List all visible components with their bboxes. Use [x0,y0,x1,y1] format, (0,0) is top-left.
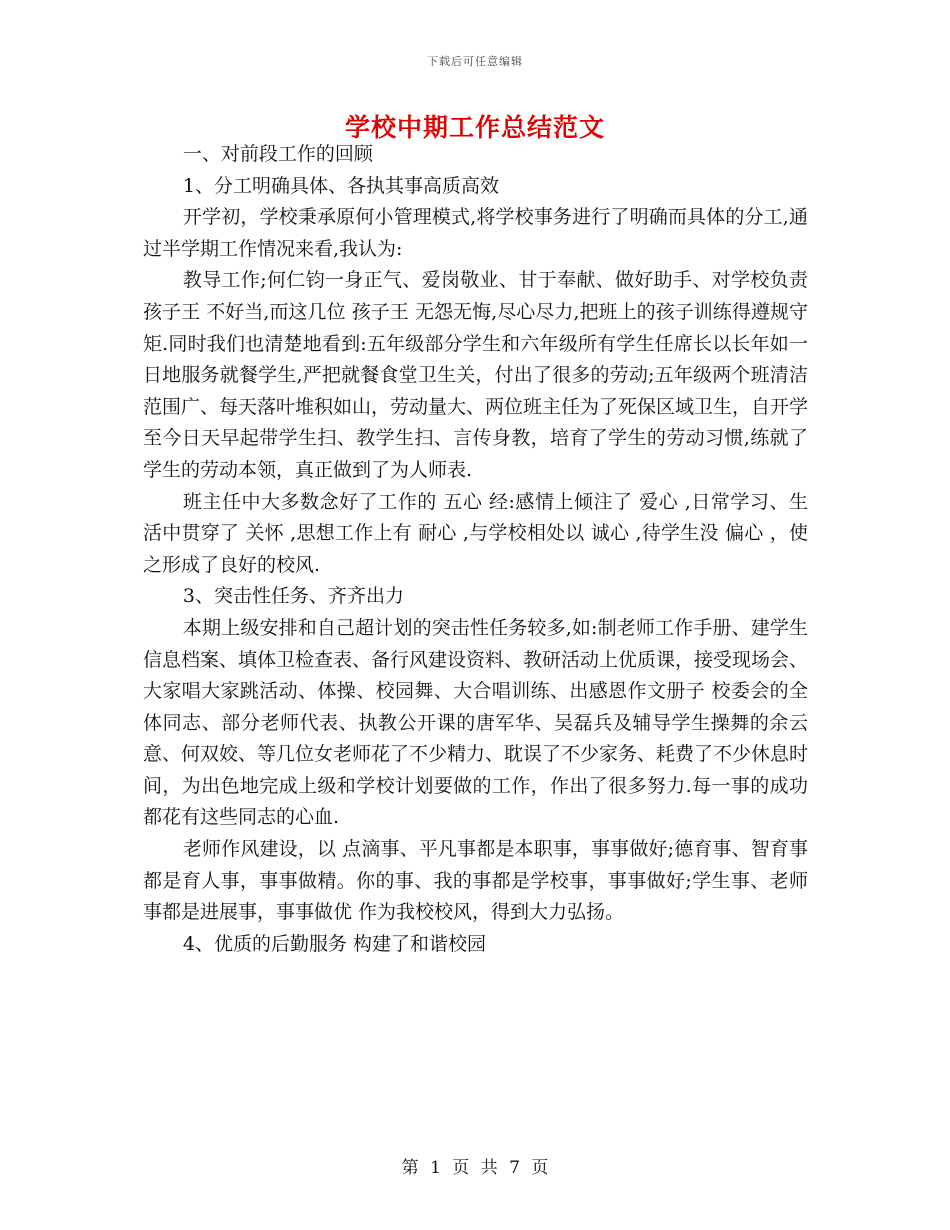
body-paragraph: 开学初，学校秉承原何小管理模式,将学校事务进行了明确而具体的分工,通过半学期工作情况来看,我认为: [143,206,808,260]
page-footer: 第 1 页 共 7 页 [401,1158,549,1178]
subsection-heading: 1、分工明确具体、各执其事高质高效 [182,174,499,197]
document-body [143,139,808,960]
subsection-heading: 3、突击性任务、齐齐出力 [182,585,404,608]
subsection-heading: 4、优质的后勤服务 构建了和谐校园 [182,932,487,955]
body-paragraph: 老师作风建设，以 点滴事、平凡事都是本职事，事事做好;德育事、智育事都是育人事，事事做精。你的事、我的事都是学校事，事事做好;学生事、老师事都是进展事，事事做优 作为我校校风，得到大力弘扬。 [143,838,808,924]
document-title: 学校中期工作总结范文 [344,113,605,142]
body-paragraph: 班主任中大多数念好了工作的 五心 经:感情上倾注了 爱心 ,日常学习、生活中贯穿了 关怀 ,思想工作上有 耐心 ,与学校相处以 诚心 ,待学生没 偏心 ，使之形成了良好的校风. [143,490,808,576]
header-note: 下载后可任意编辑 [427,55,523,68]
body-paragraph: 本期上级安排和自己超计划的突击性任务较多,如:制老师工作手册、建学生信息档案、填体卫检查表、备行风建设资料、教研活动上优质课，接受现场会、大家唱大家跳活动、体操、校园舞、大合唱训练、出感恩作文册子 校委会的全体同志、部分老师代表、执教公开课的唐军华、吴磊兵及辅导学生操舞的余云意、何双姣、等几位女老师花了不少精力、耽误了不少家务、耗费了不少休息时间，为出色地完成上级和学校计划要做的工作，作出了很多努力.每一事的成功都花有这些同志的心血. [143,616,809,829]
section-heading: 一、对前段工作的回顾 [182,143,373,165]
body-paragraph: 教导工作;何仁钧一身正气、爱岗敬业、甘于奉献、做好助手、对学校负责 孩子王 不好当,而这几位 孩子王 无怨无悔,尽心尽力,把班上的孩子训练得遵规守矩.同时我们也清楚地看到:五年级部分学生和六年级所有学生任席长以长年如一日地服务就餐学生,严把就餐食堂卫生关，付出了很多的劳动;五年级两个班清洁范围广、每天落叶堆积如山，劳动量大、两位班主任为了死保区域卫生，自开学至今日天早起带学生扫、教学生扫、言传身教，培育了学生的劳动习惯,练就了学生的劳动本领，真正做到了为人师表. [143,269,809,481]
